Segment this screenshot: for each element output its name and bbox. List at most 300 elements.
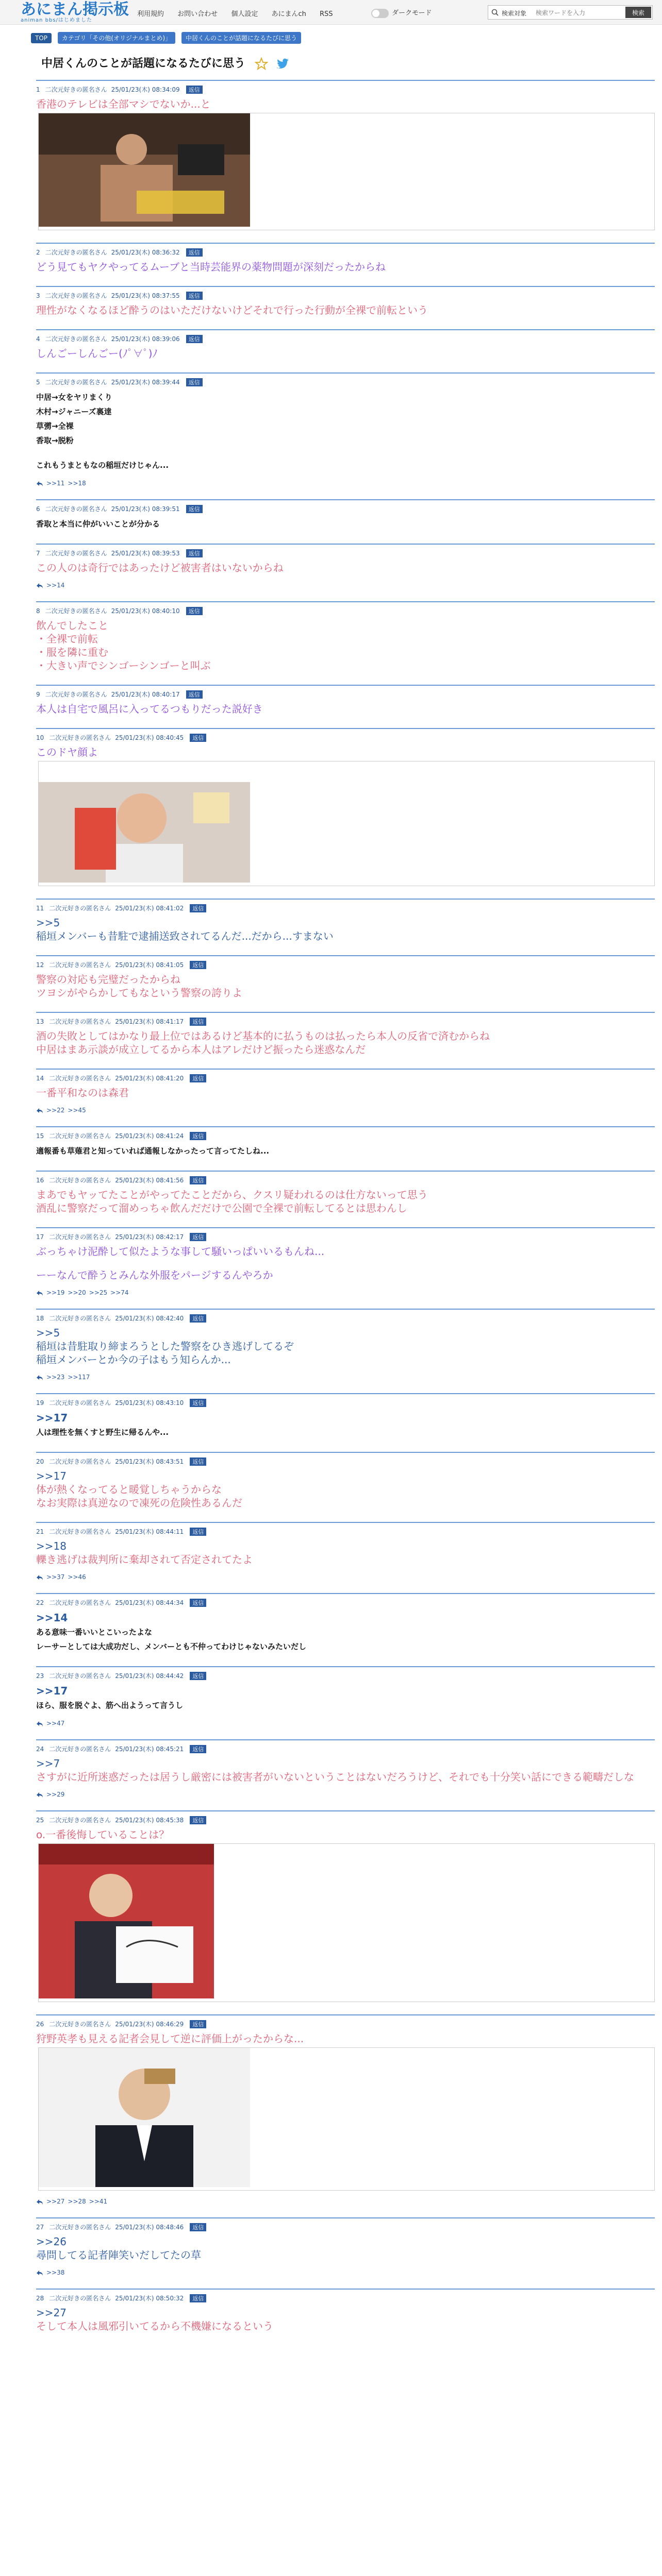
post: [36, 1452, 655, 1510]
post-date: 25/01/23(木) 08:44:34: [115, 1599, 184, 1606]
post-line: ・全裸で前転: [36, 633, 98, 645]
post-image[interactable]: [39, 1844, 214, 1998]
poster-name: 二次元好きの匿名さん: [49, 961, 111, 969]
reply-links: [36, 2269, 655, 2276]
reply-button[interactable]: 返信: [190, 1458, 206, 1466]
post-anchor-link[interactable]: >>14: [36, 1612, 68, 1624]
post-line: まあでもヤッてたことがやってたことだから、クスリ疑われるのは仕方ないって思う: [36, 1189, 428, 1201]
post-body: [36, 1086, 655, 1099]
post: [36, 601, 655, 672]
dark-mode-label: ダークモード: [392, 9, 432, 17]
post-number[interactable]: 3: [36, 292, 40, 299]
post-line: [36, 1258, 655, 1268]
reply-button[interactable]: 返信: [190, 904, 206, 912]
reply-button[interactable]: 返信: [186, 607, 203, 615]
post-header: [36, 1176, 655, 1184]
post-body: [36, 973, 655, 999]
reply-arrow-icon: [36, 1721, 43, 1727]
post-line: そして本人は風邪引いてるから不機嫌になるという: [36, 2320, 273, 2332]
post-date: 25/01/23(木) 08:46:29: [115, 2021, 184, 2028]
post-image[interactable]: [39, 113, 250, 227]
post-number[interactable]: 2: [36, 249, 40, 256]
reply-links: [36, 480, 655, 487]
poster-name: 二次元好きの匿名さん: [49, 1233, 111, 1241]
post-body: [36, 2306, 655, 2333]
poster-name: 二次元好きの匿名さん: [49, 1528, 111, 1535]
post-header: [36, 606, 655, 615]
reply-link[interactable]: >>45: [68, 1107, 86, 1114]
poster-name: 二次元好きの匿名さん: [49, 734, 111, 741]
star-icon[interactable]: [255, 57, 268, 71]
post-header: [36, 1671, 655, 1680]
post-line: 草彅→全裸: [36, 421, 74, 431]
thread-title: 中居くんのことが話題になるたびに思う: [41, 57, 246, 70]
post-line: 香取と本当に仲がいいことが分かる: [36, 519, 160, 529]
search-button[interactable]: 検索: [625, 7, 651, 18]
post-header: [36, 690, 655, 698]
reply-link[interactable]: >>20: [68, 1289, 86, 1296]
post-line: 一番平和なのは森君: [36, 1087, 129, 1099]
poster-name: 二次元好きの匿名さん: [49, 1399, 111, 1406]
post-header: [36, 2294, 655, 2302]
post-date: 25/01/23(木) 08:41:24: [115, 1132, 184, 1140]
post-line: レーサーとしては大成功だし、メンバーとも不仲ってわけじゃないみたいだし: [36, 1642, 306, 1651]
toggle-switch[interactable]: [371, 9, 389, 18]
post-line: 中居はまあ示談が成立してるから本人はアレだけど振ったら迷惑なんだ: [36, 1043, 366, 1056]
post-date: 25/01/23(木) 08:39:53: [111, 550, 180, 557]
post-anchor-link[interactable]: >>17: [36, 1685, 68, 1697]
thread-title-row: [41, 55, 289, 71]
reply-link[interactable]: >>74: [110, 1289, 129, 1296]
reply-button[interactable]: 返信: [186, 505, 203, 513]
post: [36, 80, 655, 230]
reply-button[interactable]: 返信: [190, 734, 206, 742]
post-line: 稲垣メンバーとか今の子はもう知らんか...: [36, 1353, 231, 1366]
poster-name: 二次元好きの匿名さん: [49, 1132, 111, 1140]
post-line: 轢き逃げは裁判所に棄却されて否定されてたよ: [36, 1553, 253, 1566]
post-line: 稲垣は昔駐取り締まろうとした警察をひき逃げしてるぞ: [36, 1340, 294, 1352]
post-anchor-link[interactable]: >>5: [36, 917, 60, 929]
post-date: 25/01/23(木) 08:44:11: [115, 1528, 184, 1535]
post-header: [36, 504, 655, 513]
post-anchor-link[interactable]: >>17: [36, 1412, 68, 1424]
post: [36, 1593, 655, 1654]
reply-links: [36, 2198, 655, 2205]
reply-button[interactable]: 返信: [186, 292, 203, 300]
post-line: 木村→ジャニーズ裏達: [36, 407, 112, 416]
post: [36, 1012, 655, 1056]
post-line: 香港のテレビは全部マシでないか...と: [36, 98, 211, 110]
poster-name: 二次元好きの匿名さん: [45, 292, 107, 299]
post-date: 25/01/23(木) 08:41:02: [115, 905, 184, 912]
post-header: [36, 2020, 655, 2028]
reply-arrow-icon: [36, 1290, 43, 1296]
reply-link[interactable]: >>18: [68, 480, 86, 487]
reply-button[interactable]: 返信: [190, 1745, 206, 1753]
post: [36, 1810, 655, 2002]
reply-links: [36, 1289, 655, 1296]
post-line: ・大きい声でシンゴーシンゴーと叫ぶ: [36, 659, 211, 672]
post-header: [36, 1457, 655, 1465]
post-line: 体が熱くなってると暖覚しちゃうからな: [36, 1483, 222, 1496]
post-anchor-link[interactable]: >>26: [36, 2235, 67, 2248]
post-body: [36, 1411, 655, 1439]
poster-name: 二次元好きの匿名さん: [49, 1599, 111, 1606]
post-line: 人は理性を無くすと野生に帰るんや...: [36, 1428, 169, 1437]
poster-name: 二次元好きの匿名さん: [45, 505, 107, 513]
post-line: ぶっちゃけ泥酔して似たような事して騒いっぱいいるもんね...: [36, 1245, 325, 1258]
post: [36, 685, 655, 716]
poster-name: 二次元好きの匿名さん: [49, 1458, 111, 1465]
post-image[interactable]: [39, 2048, 250, 2187]
breadcrumb-top[interactable]: TOP: [31, 33, 52, 43]
post-date: 25/01/23(木) 08:42:17: [115, 1233, 184, 1241]
poster-name: 二次元好きの匿名さん: [49, 905, 111, 912]
reply-button[interactable]: 返信: [186, 549, 203, 557]
poster-name: 二次元好きの匿名さん: [49, 2224, 111, 2231]
reply-button[interactable]: 返信: [190, 1816, 206, 1824]
post-anchor-link[interactable]: >>17: [36, 1470, 67, 1482]
post: [36, 1393, 655, 1439]
post: [36, 955, 655, 999]
reply-arrow-icon: [36, 1574, 43, 1581]
poster-name: 二次元好きの匿名さん: [45, 379, 107, 386]
post: [36, 1126, 655, 1158]
post-line: 狩野英孝も見える記者会見して逆に評価上がったからな...: [36, 2032, 304, 2045]
post-anchor-link[interactable]: >>18: [36, 1540, 67, 1552]
post-number[interactable]: 18: [36, 1315, 44, 1322]
post-number[interactable]: 8: [36, 607, 40, 615]
post-anchor-link[interactable]: >>27: [36, 2307, 67, 2319]
post-date: 25/01/23(木) 08:45:21: [115, 1745, 184, 1753]
post-date: 25/01/23(木) 08:48:46: [115, 2224, 184, 2231]
reply-button[interactable]: 返信: [190, 1176, 206, 1184]
post-line: 飲んでしたこと: [36, 619, 108, 632]
post-line: ほら、服を脱ぐよ、筋へ出ようって言うし: [36, 1701, 184, 1710]
post-number[interactable]: 21: [36, 1528, 44, 1535]
post-header: [36, 733, 655, 741]
post-body: [36, 347, 655, 360]
post-line: 本人は自宅で風呂に入ってるつもりだった説好き: [36, 703, 263, 715]
post-date: 25/01/23(木) 08:41:17: [115, 1018, 184, 1025]
post-text: [36, 745, 655, 759]
post-body: [36, 97, 655, 230]
post-date: 25/01/23(木) 08:40:17: [111, 691, 180, 698]
reply-link[interactable]: >>37: [46, 1573, 65, 1581]
reply-link[interactable]: >>27: [46, 2198, 65, 2205]
post: [36, 1522, 655, 1581]
post-line: ・服を隣に重む: [36, 646, 108, 658]
reply-link[interactable]: >>28: [68, 2198, 86, 2205]
post-body: [36, 1828, 655, 2002]
post-date: 25/01/23(木) 08:34:09: [111, 86, 180, 93]
post: [36, 1227, 655, 1296]
post-body: [36, 1245, 655, 1282]
post: [36, 2014, 655, 2205]
reply-link[interactable]: >>46: [68, 1573, 86, 1581]
search-input[interactable]: [536, 8, 623, 18]
reply-button[interactable]: 返信: [186, 335, 203, 343]
post-body: [36, 390, 655, 472]
reply-button[interactable]: 返信: [190, 1233, 206, 1241]
reply-button[interactable]: 返信: [190, 1399, 206, 1407]
post: [36, 1739, 655, 1798]
reply-arrow-icon: [36, 1108, 43, 1114]
post-date: 25/01/23(木) 08:37:55: [111, 292, 180, 299]
post-body: [36, 1684, 655, 1713]
post-number[interactable]: 20: [36, 1458, 44, 1465]
post-number[interactable]: 27: [36, 2224, 44, 2231]
reply-button[interactable]: 返信: [186, 86, 203, 94]
post: [36, 728, 655, 886]
reply-link[interactable]: >>19: [46, 1289, 65, 1296]
post-header: [36, 549, 655, 557]
post-body: [36, 1539, 655, 1566]
reply-link[interactable]: >>11: [46, 480, 65, 487]
post-number[interactable]: 12: [36, 961, 44, 969]
reply-button[interactable]: 返信: [186, 378, 203, 386]
post-body: [36, 1326, 655, 1366]
reply-arrow-icon: [36, 2270, 43, 2276]
post-number[interactable]: 5: [36, 379, 40, 386]
poster-name: 二次元好きの匿名さん: [45, 249, 107, 256]
poster-name: 二次元好きの匿名さん: [45, 607, 107, 615]
post-body: [36, 1469, 655, 1510]
nav-rss[interactable]: RSS: [320, 10, 333, 18]
post-number[interactable]: 25: [36, 1817, 44, 1824]
post-date: 25/01/23(木) 08:39:06: [111, 335, 180, 343]
post-number[interactable]: 22: [36, 1599, 44, 1606]
post-number[interactable]: 14: [36, 1075, 44, 1082]
reply-button[interactable]: 返信: [190, 1018, 206, 1026]
post: [36, 2217, 655, 2276]
poster-name: 二次元好きの匿名さん: [49, 2021, 111, 2028]
post-header: [36, 334, 655, 343]
reply-button[interactable]: 返信: [190, 2294, 206, 2302]
site-subtitle: animan bbs/はじめました: [21, 18, 92, 23]
post-line: 香取→脱粉: [36, 436, 74, 445]
post-body: [36, 1757, 655, 1784]
post-header: [36, 1598, 655, 1606]
nav-settings[interactable]: 個人設定: [231, 10, 258, 18]
post-date: 25/01/23(木) 08:43:10: [115, 1399, 184, 1406]
reply-button[interactable]: 返信: [190, 2020, 206, 2028]
post-header: [36, 1131, 655, 1140]
post: [36, 499, 655, 531]
poster-name: 二次元好きの匿名さん: [45, 86, 107, 93]
post-number[interactable]: 9: [36, 691, 40, 698]
post-body: [36, 1188, 655, 1215]
nav-contact[interactable]: お問い合わせ: [177, 10, 218, 18]
post-body: [36, 260, 655, 274]
post-number[interactable]: 11: [36, 905, 44, 912]
post-number[interactable]: 13: [36, 1018, 44, 1025]
top-nav: [137, 8, 344, 18]
post-header: [36, 904, 655, 912]
post-number[interactable]: 4: [36, 335, 40, 343]
reply-link[interactable]: >>23: [46, 1374, 65, 1381]
search-target-select[interactable]: 検索対象: [502, 10, 527, 17]
post-body: [36, 916, 655, 943]
reply-button[interactable]: 返信: [190, 1672, 206, 1680]
post: [36, 899, 655, 943]
post-body: [36, 702, 655, 716]
post-body: [36, 745, 655, 886]
reply-links: [36, 1720, 655, 1727]
post-line: ーーなんで酔うとみんな外服をパージするんやろか: [36, 1269, 273, 1281]
post-line: このドヤ顔よ: [36, 746, 98, 758]
reply-arrow-icon: [36, 481, 43, 487]
post-line: 中居→女をヤリまくり: [36, 393, 112, 402]
poster-name: 二次元好きの匿名さん: [49, 1745, 111, 1753]
reply-link[interactable]: >>25: [89, 1289, 108, 1296]
post-date: 25/01/23(木) 08:39:51: [111, 505, 180, 513]
post-number[interactable]: 16: [36, 1177, 44, 1184]
reply-button[interactable]: 返信: [186, 690, 203, 699]
post-number[interactable]: 28: [36, 2295, 44, 2302]
reply-link[interactable]: >>22: [46, 1107, 65, 1114]
post-line: ある意味一番いいとこいったよな: [36, 1628, 153, 1637]
reply-button[interactable]: 返信: [190, 1528, 206, 1536]
post-number[interactable]: 23: [36, 1672, 44, 1680]
post-number[interactable]: 19: [36, 1399, 44, 1406]
post-date: 25/01/23(木) 08:42:40: [115, 1315, 184, 1322]
poster-name: 二次元好きの匿名さん: [49, 1672, 111, 1680]
site-logo[interactable]: [21, 2, 129, 24]
post-anchor-link[interactable]: >>7: [36, 1757, 60, 1770]
post-number[interactable]: 7: [36, 550, 40, 557]
post-number[interactable]: 15: [36, 1132, 44, 1140]
breadcrumb-thread[interactable]: 中居くんのことが話題になるたびに思う: [181, 32, 301, 44]
post-header: [36, 248, 655, 256]
post-header: [36, 1017, 655, 1025]
poster-name: 二次元好きの匿名さん: [49, 1018, 111, 1025]
post-line: しんごーしんごー(ﾉﾟ∀ﾟ)ﾉ: [36, 347, 158, 360]
post-text: [36, 97, 655, 111]
post-header: [36, 85, 655, 93]
nav-terms[interactable]: 利用規約: [137, 10, 164, 18]
reply-button[interactable]: 返信: [190, 2223, 206, 2231]
post-number[interactable]: 1: [36, 86, 40, 93]
poster-name: 二次元好きの匿名さん: [45, 335, 107, 343]
post-anchor-link[interactable]: >>5: [36, 1327, 60, 1339]
post-line: 適報番も草薙君と知っていれば通報しなかったって言ってたしね...: [36, 1146, 270, 1156]
post-line: どう見てもヤクやってるムーブと当時芸能界の薬物問題が深刻だったからね: [36, 261, 386, 273]
poster-name: 二次元好きの匿名さん: [49, 1315, 111, 1322]
post-header: [36, 960, 655, 969]
post-date: 25/01/23(木) 08:40:45: [115, 734, 184, 741]
post-line: さすがに近所迷惑だったは居うし厳密には被害者がいないということはないだろうけど、それでも十分笑い話にできる範疇だしな: [36, 1771, 634, 1783]
post-image[interactable]: [39, 761, 250, 883]
post-number[interactable]: 6: [36, 505, 40, 513]
post-body: [36, 1029, 655, 1056]
poster-name: 二次元好きの匿名さん: [49, 1817, 111, 1824]
post-date: 25/01/23(木) 08:41:56: [115, 1177, 184, 1184]
post-header: [36, 1232, 655, 1241]
poster-name: 二次元好きの匿名さん: [49, 2295, 111, 2302]
post-body: [36, 561, 655, 574]
post-header: [36, 378, 655, 386]
post-body: [36, 619, 655, 672]
post-number[interactable]: 26: [36, 2021, 44, 2028]
reply-link[interactable]: >>47: [46, 1720, 65, 1727]
twitter-icon[interactable]: [276, 58, 289, 70]
reply-arrow-icon: [36, 2199, 43, 2205]
reply-button[interactable]: 返信: [190, 1599, 206, 1607]
post-date: 25/01/23(木) 08:41:05: [115, 961, 184, 969]
post: [36, 1666, 655, 1727]
post-date: 25/01/23(木) 08:40:10: [111, 607, 180, 615]
dark-mode-toggle[interactable]: [371, 7, 432, 18]
poster-name: 二次元好きの匿名さん: [45, 691, 107, 698]
post-list: [36, 80, 655, 2345]
post-line: 稲垣メンバーも昔駐で逮捕送致されてるんだ...だから...すまない: [36, 930, 334, 942]
reply-button[interactable]: 返信: [190, 961, 206, 969]
reply-arrow-icon: [36, 1375, 43, 1381]
post: [36, 329, 655, 360]
post-header: [36, 1398, 655, 1406]
reply-link[interactable]: >>29: [46, 1791, 65, 1798]
post-line: 理性がなくなるほど酔うのはいただけないけどそれで行った行動が全裸で前転という: [36, 304, 428, 316]
post: [36, 1309, 655, 1381]
poster-name: 二次元好きの匿名さん: [45, 550, 107, 557]
post-header: [36, 1074, 655, 1082]
post-body: [36, 2032, 655, 2191]
reply-links: [36, 1791, 655, 1798]
breadcrumb-category[interactable]: カテゴリ「その他(オリジナルまとめ)」: [58, 32, 175, 44]
poster-name: 二次元好きの匿名さん: [49, 1177, 111, 1184]
post-number[interactable]: 17: [36, 1233, 44, 1241]
post-line: なお実際は真逆なので凍死の危険性あるんだ: [36, 1497, 242, 1509]
post-body: [36, 2235, 655, 2262]
reply-button[interactable]: 返信: [190, 1132, 206, 1140]
reply-button[interactable]: 返信: [190, 1314, 206, 1323]
post-line: [36, 448, 655, 458]
nav-animanch[interactable]: あにまんch: [271, 10, 306, 18]
post-date: 25/01/23(木) 08:36:32: [111, 249, 180, 256]
post-date: 25/01/23(木) 08:45:38: [115, 1817, 184, 1824]
reply-links: [36, 582, 655, 589]
reply-links: [36, 1107, 655, 1114]
post-header: [36, 291, 655, 299]
post-line: これもうまともなの稲垣だけじゃん...: [36, 461, 169, 470]
post-date: 25/01/23(木) 08:43:51: [115, 1458, 184, 1465]
post-line: この人のは奇行ではあったけど被害者はいないからね: [36, 562, 284, 574]
reply-link[interactable]: >>117: [68, 1374, 90, 1381]
reply-button[interactable]: 返信: [186, 248, 203, 257]
site-name[interactable]: あにまん掲示板: [21, 1, 129, 19]
post: [36, 1171, 655, 1215]
post-header: [36, 1314, 655, 1322]
post-line: 酒乱に警察だって溜めっちゃ飲んだだけで公園で全裸で前転してるとは思わんし: [36, 1202, 407, 1214]
post-number[interactable]: 24: [36, 1745, 44, 1753]
reply-link[interactable]: >>14: [46, 582, 65, 589]
post-line: 尋問してる記者陣笑いだしてたの草: [36, 2249, 201, 2261]
post-line: 酒の失敗としてはかなり最上位ではあるけど基本的に払うものは払ったら本人の反省で済むからね: [36, 1030, 490, 1042]
post-header: [36, 2223, 655, 2231]
reply-link[interactable]: >>38: [46, 2269, 65, 2276]
post: [36, 286, 655, 317]
reply-link[interactable]: >>41: [89, 2198, 108, 2205]
post-header: [36, 1744, 655, 1753]
post-date: 25/01/23(木) 08:50:32: [115, 2295, 184, 2302]
search-icon: [491, 9, 499, 16]
post-date: 25/01/23(木) 08:41:20: [115, 1075, 184, 1082]
post-line: 警察の対応も完璧だったからね: [36, 973, 180, 986]
reply-button[interactable]: 返信: [190, 1074, 206, 1082]
post-number[interactable]: 10: [36, 734, 44, 741]
reply-arrow-icon: [36, 583, 43, 589]
